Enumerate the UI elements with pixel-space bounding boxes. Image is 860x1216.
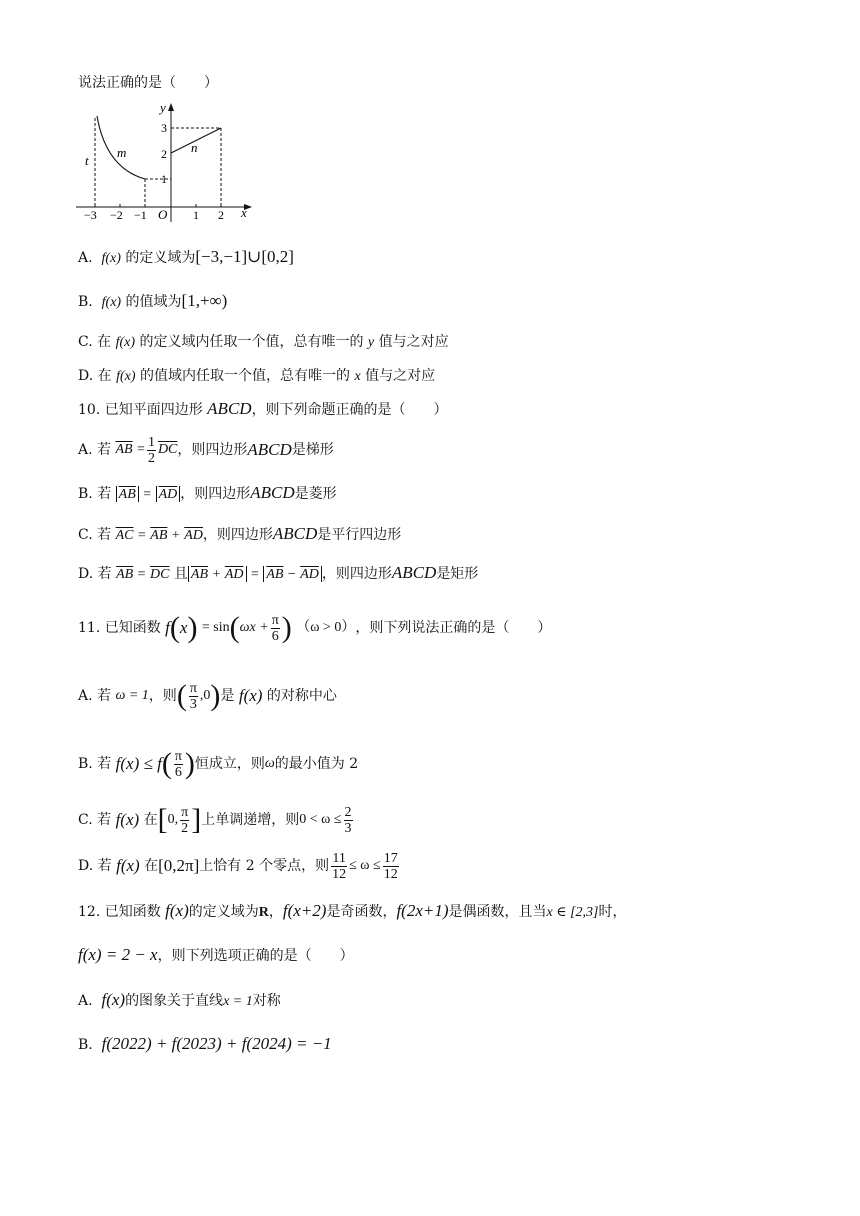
q10-stem: 10. 已知平面四边形 ABCD，则下列命题正确的是（ ） xyxy=(78,399,448,418)
q10-option-a: A. 若 $\overline{AB}$ = $\frac{1}{2}$ $\overline{DC}$ ，则四边形 ABCD 是梯形 xyxy=(78,434,334,466)
q10-option-b: B. 若 $\overline{AB} = \overline{AD}$ ，则四边形ABCD是菱形 xyxy=(78,483,337,502)
x-tick-label: 2 xyxy=(218,208,224,222)
y-tick-label: 1 xyxy=(161,172,167,186)
q9-option-c: C. 在 f(x) 的定义域内任取一个值，总有唯一的 y 值与之对应 xyxy=(78,334,449,350)
q12-option-a: A. f(x)的图象关于直线x = 1对称 xyxy=(78,990,281,1009)
q9-option-a: A. f(x) 的定义域为[−3,−1]∪[0,2] xyxy=(78,247,294,266)
label-t: t xyxy=(85,153,89,168)
x-tick-label: 1 xyxy=(193,208,199,222)
q10-option-d: D. 若 $\overline{AB} = \overline{DC}$ 且 $\overline{AB} + \overline{AD} = \overline{AB} - \overline{AD}$ ，则四边形ABCD是矩形 xyxy=(78,563,479,582)
q11-option-b: B. 若 f(x) ≤ f ( $\frac{\pi}{6}$ ) 恒成立，则 ω 的最小值为 2 xyxy=(78,747,359,780)
q12-stem-line2: f(x) = 2 − x，则下列选项正确的是（ ） xyxy=(78,945,354,964)
function-graph xyxy=(76,98,256,224)
q9-option-d: D. 在 f(x) 的值域内任取一个值，总有唯一的 x 值与之对应 xyxy=(78,368,436,384)
q11-option-d: D. 若 f(x) 在 [0,2π] 上恰有 2 个零点，则 $\frac{11}{12}$ ≤ ω ≤ $\frac{17}{12}$ xyxy=(78,850,398,882)
q9-option-b: B. f(x) 的值域为[1,+∞) xyxy=(78,291,228,310)
q11-stem: 11. 已知函数 f ( x ) = sin ( ωx + $\frac{\pi}{6}$ ) （ω > 0） ，则下列说法正确的是（ ） xyxy=(78,611,552,644)
q12-stem: 12. 已知函数 f(x)的定义域为R，f(x+2)是奇函数，f(2x+1)是偶函数，且当x ∈ [2,3]时， xyxy=(78,901,627,920)
y-axis-arrow-icon xyxy=(168,103,174,111)
label-m: m xyxy=(117,145,127,160)
q11-option-a: A. 若 ω = 1 ，则 ( $\frac{\pi}{3}$ ,0 ) 是 f(x) 的对称中心 xyxy=(78,679,337,712)
origin-label: O xyxy=(158,207,168,222)
q10-option-c: C. 若 $\overline{AC} = \overline{AB} + \overline{AD}$，则四边形ABCD是平行四边形 xyxy=(78,524,402,543)
q11-option-c: C. 若 f(x) 在 [ 0, $\frac{\pi}{2}$ ] 上单调递增，则 0 < ω ≤ $\frac{2}{3}$ xyxy=(78,803,352,836)
x-tick-label: −3 xyxy=(84,208,97,222)
label-n: n xyxy=(191,140,198,155)
intro-text: 说法正确的是（ ） xyxy=(78,75,218,91)
x-axis-label: x xyxy=(241,205,247,220)
x-tick-label: −1 xyxy=(134,208,147,222)
x-tick-label: −2 xyxy=(110,208,123,222)
q12-option-b: B. f(2022) + f(2023) + f(2024) = −1 xyxy=(78,1034,332,1053)
y-tick-label: 3 xyxy=(161,121,167,135)
y-axis-label: y xyxy=(160,100,166,115)
y-tick-label: 2 xyxy=(161,147,167,161)
